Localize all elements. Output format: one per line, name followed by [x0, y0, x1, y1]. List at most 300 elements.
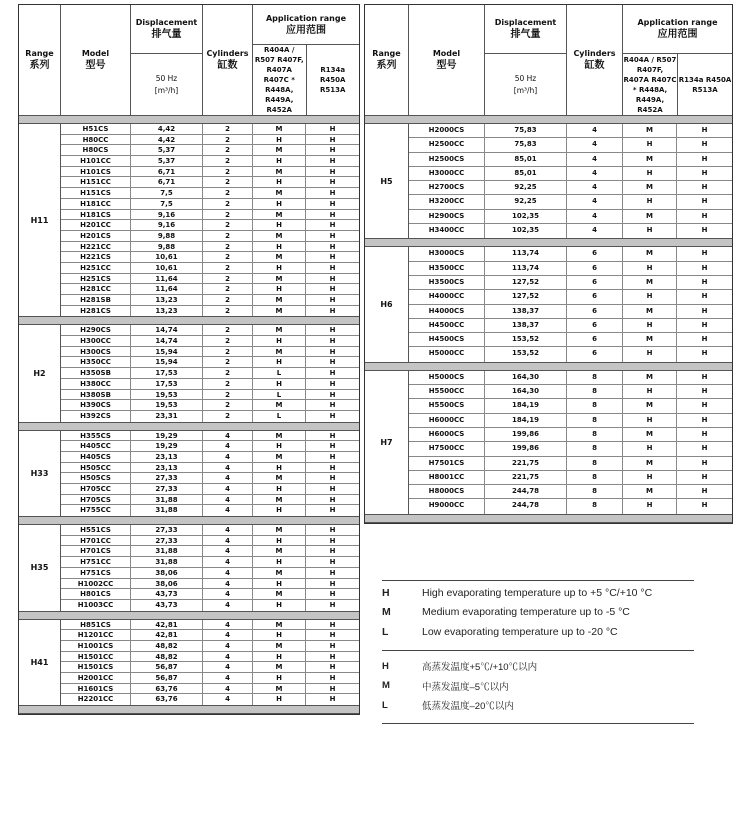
model-cell: H505CC	[61, 463, 131, 473]
app-range-cell-1: M	[623, 276, 677, 289]
table-row	[61, 379, 359, 390]
app-range-cell-1: M	[253, 210, 306, 220]
group-separator	[19, 115, 359, 124]
app-range-cell-1: M	[253, 546, 306, 556]
table-row	[61, 579, 359, 590]
app-range-cell-1: M	[623, 247, 677, 260]
table-row	[61, 694, 359, 705]
range-group	[365, 247, 732, 361]
displacement-cell: 15,94	[131, 357, 203, 367]
app-range-cell-1: H	[253, 220, 306, 230]
legend-key: M	[382, 606, 391, 619]
displacement-cell: 221,75	[485, 471, 567, 484]
displacement-cell: 184,19	[485, 414, 567, 427]
app-range-cell-1: H	[623, 442, 677, 455]
model-cell: H4500CS	[409, 333, 485, 346]
legend-item	[382, 657, 694, 677]
app-range-cell-2: H	[329, 631, 336, 640]
app-range-cell-1: H	[253, 536, 306, 546]
displacement-cell: 7,5	[131, 188, 203, 198]
table-row	[409, 371, 732, 385]
displacement-cell: 9,16	[131, 220, 203, 230]
cylinders-cell: 2	[203, 400, 253, 410]
displacement-cell: 184,19	[485, 399, 567, 412]
app-range-cell-1: H	[253, 673, 306, 683]
app-range-cell-2: H	[329, 600, 336, 609]
app-range-cell-1: H	[623, 290, 677, 303]
displacement-cell: 102,35	[485, 210, 567, 223]
model-cell: H201CC	[61, 220, 131, 230]
group-separator	[19, 316, 359, 325]
table-row	[61, 536, 359, 547]
cylinders-cell: 4	[567, 138, 623, 151]
model-cell: H300CC	[61, 336, 131, 346]
app-range-cell-1: M	[253, 347, 306, 357]
app-range-cell-2: H	[701, 292, 708, 301]
model-cell: H5000CS	[409, 371, 485, 384]
app-range-cell-1: H	[253, 463, 306, 473]
displacement-cell: 11,64	[131, 274, 203, 284]
table-row	[61, 495, 359, 506]
app-range-cell-2: H	[329, 167, 336, 176]
app-range-cell-2: H	[329, 641, 336, 650]
app-range-cell-2: H	[329, 401, 336, 410]
app-range-cell-2: H	[701, 372, 708, 381]
displacement-cell: 7,5	[131, 199, 203, 209]
app-range-cell-2: H	[701, 306, 708, 315]
model-cell: H251CS	[61, 274, 131, 284]
model-cell: H4500CC	[409, 319, 485, 332]
displacement-cell: 9,88	[131, 231, 203, 241]
displacement-cell: 10,61	[131, 252, 203, 262]
model-cell: H181CS	[61, 210, 131, 220]
app-range-cell-2: H	[329, 379, 336, 388]
displacement-cell: 42,81	[131, 620, 203, 630]
model-cell: H251CC	[61, 263, 131, 273]
cylinders-cell: 4	[567, 181, 623, 194]
cylinders-cell: 4	[203, 694, 253, 705]
model-cell: H701CS	[61, 546, 131, 556]
range-label: H6	[365, 247, 409, 361]
table-row	[61, 177, 359, 188]
model-cell: H151CC	[61, 177, 131, 187]
table-row	[61, 145, 359, 156]
table-row	[61, 673, 359, 684]
range-label: H35	[19, 525, 61, 611]
cylinders-cell: 8	[567, 399, 623, 412]
model-cell: H2700CS	[409, 181, 485, 194]
displacement-cell: 56,87	[131, 673, 203, 683]
model-cell: H755CC	[61, 505, 131, 516]
range-label: H41	[19, 620, 61, 706]
group-separator	[19, 611, 359, 620]
table-row	[409, 414, 732, 428]
app-range-cell-2: H	[329, 663, 336, 672]
app-range-cell-1: H	[623, 471, 677, 484]
cylinders-cell: 4	[203, 568, 253, 578]
model-cell: H281CC	[61, 284, 131, 294]
table-row	[61, 400, 359, 411]
table-row	[61, 210, 359, 221]
table-row	[409, 485, 732, 499]
displacement-cell: 6,71	[131, 167, 203, 177]
displacement-cell: 127,52	[485, 276, 567, 289]
cylinders-cell: 8	[567, 414, 623, 427]
displacement-cell: 10,61	[131, 263, 203, 273]
table-row	[61, 463, 359, 474]
table-row	[409, 385, 732, 399]
app-range-cell-1: H	[253, 694, 306, 705]
app-range-cell-2: H	[701, 387, 708, 396]
table-row	[61, 306, 359, 317]
model-cell: H1003CC	[61, 600, 131, 611]
displacement-cell: 23,31	[131, 411, 203, 422]
range-group	[19, 525, 359, 611]
app-range-cell-2: H	[329, 231, 336, 240]
displacement-cell: 14,74	[131, 325, 203, 335]
group-separator	[365, 362, 732, 371]
app-range-cell-1: M	[253, 589, 306, 599]
cylinders-cell: 2	[203, 188, 253, 198]
legend-text: Medium evaporating temperature up to -5 °C	[422, 606, 630, 619]
app-range-cell-2: H	[329, 695, 336, 704]
app-range-cell-1: H	[253, 379, 306, 389]
app-range-cell-2: H	[329, 296, 336, 304]
app-range-cell-2: H	[329, 506, 336, 515]
app-range-cell-2: H	[701, 249, 708, 258]
displacement-cell: 38,06	[131, 568, 203, 578]
app-range-cell-1: M	[253, 473, 306, 483]
app-range-cell-1: M	[253, 400, 306, 410]
range-group	[19, 325, 359, 421]
displacement-cell: 56,87	[131, 662, 203, 672]
displacement-cell: 138,37	[485, 319, 567, 332]
app-range-cell-1: M	[623, 371, 677, 384]
table-row	[61, 589, 359, 600]
app-range-cell-1: H	[623, 414, 677, 427]
cylinders-cell: 2	[203, 220, 253, 230]
displacement-cell: 31,88	[131, 495, 203, 505]
cylinders-cell: 2	[203, 263, 253, 273]
displacement-cell: 27,33	[131, 473, 203, 483]
legend-chinese	[382, 651, 694, 724]
table-row	[409, 333, 732, 347]
displacement-cell: 27,33	[131, 484, 203, 494]
app-range-cell-2: H	[329, 495, 336, 504]
table-row	[61, 568, 359, 579]
app-range-cell-1: M	[253, 684, 306, 694]
app-range-cell-2: H	[701, 197, 708, 206]
cylinders-cell: 2	[203, 231, 253, 241]
displacement-cell: 31,88	[131, 557, 203, 567]
displacement-cell: 92,25	[485, 181, 567, 194]
table-row	[409, 247, 732, 261]
displacement-cell: 5,37	[131, 145, 203, 155]
compressor-table-left	[18, 4, 360, 715]
app-range-cell-2: H	[329, 242, 336, 251]
app-range-cell-1: M	[253, 495, 306, 505]
cylinders-cell: 2	[203, 274, 253, 284]
cylinders-cell: 4	[203, 620, 253, 630]
cylinders-cell: 6	[567, 290, 623, 303]
cylinders-cell: 4	[203, 505, 253, 516]
cylinders-header: Cylinders 缸数	[203, 5, 253, 115]
app-range-cell-1: H	[623, 195, 677, 208]
model-cell: H355CS	[61, 431, 131, 441]
app-range-cell-2: H	[329, 369, 336, 378]
app-range-cell-2: H	[329, 178, 336, 187]
cylinders-cell: 6	[567, 333, 623, 346]
app-range-cell-2: H	[329, 253, 336, 262]
app-range-cell-1: M	[253, 188, 306, 198]
displacement-cell: 4,42	[131, 135, 203, 145]
cylinders-header: Cylinders 缸数	[567, 5, 623, 115]
table-row	[61, 684, 359, 695]
app-range-cell-1: H	[253, 156, 306, 166]
legend-key: L	[382, 699, 388, 711]
app-range-cell-2: H	[329, 221, 336, 230]
table-row	[61, 662, 359, 673]
legend-text: Low evaporating temperature up to -20 °C	[422, 625, 618, 638]
model-cell: H281CS	[61, 306, 131, 317]
cylinders-cell: 4	[203, 641, 253, 651]
range-label: H11	[19, 124, 61, 316]
app-range-cell-2: H	[329, 146, 336, 155]
table-row	[409, 276, 732, 290]
displacement-cell: 164,30	[485, 371, 567, 384]
app-range-cell-1: H	[623, 224, 677, 238]
displacement-cell: 92,25	[485, 195, 567, 208]
cylinders-cell: 4	[567, 195, 623, 208]
displacement-header: Displacement 排气量 50 Hz [m³/h]	[131, 5, 203, 115]
legend-key: H	[382, 660, 389, 672]
group-separator	[365, 115, 732, 124]
cylinders-cell: 2	[203, 156, 253, 166]
displacement-cell: 5,37	[131, 156, 203, 166]
app-range-cell-2: H	[701, 183, 708, 192]
displacement-cell: 48,82	[131, 652, 203, 662]
app-range-cell-1: H	[253, 177, 306, 187]
cylinders-cell: 4	[203, 473, 253, 483]
cylinders-cell: 4	[203, 546, 253, 556]
cylinders-cell: 8	[567, 457, 623, 470]
app-range-cell-1: M	[623, 399, 677, 412]
app-range-cell-1: H	[253, 557, 306, 567]
cylinders-cell: 4	[203, 630, 253, 640]
app-range-cell-1: M	[253, 620, 306, 630]
model-cell: H281SB	[61, 295, 131, 305]
app-range-cell-2: H	[329, 210, 336, 219]
app-range-cell-2: H	[701, 320, 708, 329]
app-range-cell-2: H	[329, 463, 336, 472]
legend-key: M	[382, 680, 390, 692]
app-range-cell-1: H	[253, 263, 306, 273]
app-range-cell-1: H	[253, 135, 306, 145]
app-range-cell-1: M	[253, 295, 306, 305]
app-range-cell-2: H	[701, 140, 708, 149]
displacement-cell: 17,53	[131, 368, 203, 378]
app-range-cell-1: M	[623, 305, 677, 318]
legend-text: 中蒸发温度–5℃以内	[422, 681, 509, 693]
displacement-cell: 43,73	[131, 600, 203, 611]
app-range-cell-1: H	[253, 630, 306, 640]
displacement-cell: 27,33	[131, 525, 203, 535]
model-cell: H221CS	[61, 252, 131, 262]
model-cell: H80CC	[61, 135, 131, 145]
range-label: H5	[365, 124, 409, 238]
displacement-cell: 164,30	[485, 385, 567, 398]
legend-text: 高蒸发温度+5℃/+10℃以内	[422, 662, 538, 674]
app-range-cell-1: M	[253, 231, 306, 241]
app-range-cell-1: H	[623, 385, 677, 398]
table-row	[61, 263, 359, 274]
model-cell: H380SB	[61, 390, 131, 400]
app-range-cell-2: H	[329, 390, 336, 399]
model-cell: H2500CS	[409, 153, 485, 166]
table-row	[61, 620, 359, 631]
cylinders-cell: 4	[203, 600, 253, 611]
model-cell: H101CC	[61, 156, 131, 166]
displacement-cell: 19,29	[131, 431, 203, 441]
app-range-cell-1: M	[623, 153, 677, 166]
app-range-cell-2: H	[329, 526, 336, 535]
table-row	[409, 153, 732, 167]
refrigerant-group-1: R404A / R507 R407F, R407A R407C * R448A, R449A, R452A	[253, 45, 307, 115]
table-row	[61, 641, 359, 652]
model-cell: H551CS	[61, 525, 131, 535]
app-range-cell-1: M	[623, 124, 677, 137]
table-row	[409, 262, 732, 276]
range-label: H2	[19, 325, 61, 421]
table-row	[61, 652, 359, 663]
cylinders-cell: 6	[567, 262, 623, 275]
legend-text: 低蒸发温度–20℃以内	[422, 701, 514, 713]
table-row	[61, 484, 359, 495]
cylinders-cell: 2	[203, 347, 253, 357]
app-range-cell-2: H	[329, 536, 336, 545]
range-group	[19, 431, 359, 517]
displacement-cell: 153,52	[485, 347, 567, 361]
application-range-header: Application range 应用范围 R404A / R507 R407F, R407A R407C * R448A, R449A, R452A R134a R450A R513A	[253, 5, 359, 115]
displacement-cell: 19,53	[131, 400, 203, 410]
table-row	[61, 231, 359, 242]
app-range-cell-1: M	[253, 431, 306, 441]
cylinders-cell: 4	[203, 579, 253, 589]
cylinders-cell: 8	[567, 371, 623, 384]
table-row	[61, 390, 359, 401]
displacement-cell: 63,76	[131, 694, 203, 705]
model-cell: H7501CS	[409, 457, 485, 470]
app-range-cell-1: H	[253, 579, 306, 589]
table-row	[61, 156, 359, 167]
cylinders-cell: 2	[203, 390, 253, 400]
table-row	[61, 357, 359, 368]
model-cell: H151CS	[61, 188, 131, 198]
app-range-cell-2: H	[329, 474, 336, 483]
table-row	[61, 124, 359, 135]
model-cell: H1501CS	[61, 662, 131, 672]
model-cell: H701CC	[61, 536, 131, 546]
table-row	[409, 428, 732, 442]
range-label: H7	[365, 371, 409, 514]
displacement-cell: 19,29	[131, 441, 203, 451]
cylinders-cell: 4	[203, 652, 253, 662]
app-range-cell-1: H	[253, 242, 306, 252]
legend-item	[382, 676, 694, 696]
model-cell: H3200CC	[409, 195, 485, 208]
displacement-cell: 4,42	[131, 124, 203, 134]
model-header: Model 型号	[409, 5, 485, 115]
table-row	[61, 284, 359, 295]
model-cell: H2500CC	[409, 138, 485, 151]
app-range-cell-1: H	[623, 347, 677, 361]
app-range-cell-1: M	[253, 167, 306, 177]
app-range-cell-2: H	[329, 125, 336, 133]
app-range-cell-1: M	[253, 274, 306, 284]
displacement-cell: 13,23	[131, 306, 203, 317]
displacement-cell: 199,86	[485, 442, 567, 455]
compressor-table-right	[364, 4, 733, 524]
cylinders-cell: 2	[203, 368, 253, 378]
table-row	[61, 368, 359, 379]
displacement-cell: 43,73	[131, 589, 203, 599]
cylinders-cell: 4	[203, 662, 253, 672]
model-cell: H3000CS	[409, 247, 485, 260]
table-row	[61, 188, 359, 199]
app-range-cell-2: H	[701, 226, 708, 235]
app-range-cell-2: H	[701, 458, 708, 467]
model-cell: H4000CS	[409, 305, 485, 318]
model-cell: H1001CS	[61, 641, 131, 651]
displacement-cell: 23,13	[131, 463, 203, 473]
table-row	[61, 411, 359, 422]
app-range-cell-2: H	[329, 684, 336, 693]
table-row	[409, 224, 732, 238]
table-row	[61, 336, 359, 347]
app-range-cell-2: H	[701, 429, 708, 438]
displacement-cell: 85,01	[485, 167, 567, 180]
model-cell: H101CS	[61, 167, 131, 177]
cylinders-cell: 4	[203, 557, 253, 567]
cylinders-cell: 2	[203, 336, 253, 346]
app-range-cell-2: H	[329, 189, 336, 198]
displacement-cell: 9,16	[131, 210, 203, 220]
model-cell: H392CS	[61, 411, 131, 422]
app-range-cell-1: M	[253, 124, 306, 134]
model-cell: H9000CC	[409, 499, 485, 513]
model-cell: H2000CS	[409, 124, 485, 137]
app-range-cell-1: M	[253, 145, 306, 155]
table-row	[409, 399, 732, 413]
app-range-cell-1: M	[253, 641, 306, 651]
table-row	[409, 124, 732, 138]
app-range-cell-1: L	[253, 411, 306, 422]
cylinders-cell: 2	[203, 411, 253, 422]
model-cell: H290CS	[61, 325, 131, 335]
displacement-cell: 27,33	[131, 536, 203, 546]
model-cell: H801CS	[61, 589, 131, 599]
group-separator	[19, 516, 359, 525]
table-row	[61, 325, 359, 336]
range-group	[19, 124, 359, 316]
app-range-cell-1: H	[253, 505, 306, 516]
legend-item	[382, 603, 694, 623]
cylinders-cell: 4	[203, 495, 253, 505]
app-range-cell-1: M	[253, 452, 306, 462]
displacement-cell: 153,52	[485, 333, 567, 346]
model-cell: H201CS	[61, 231, 131, 241]
cylinders-cell: 4	[203, 684, 253, 694]
